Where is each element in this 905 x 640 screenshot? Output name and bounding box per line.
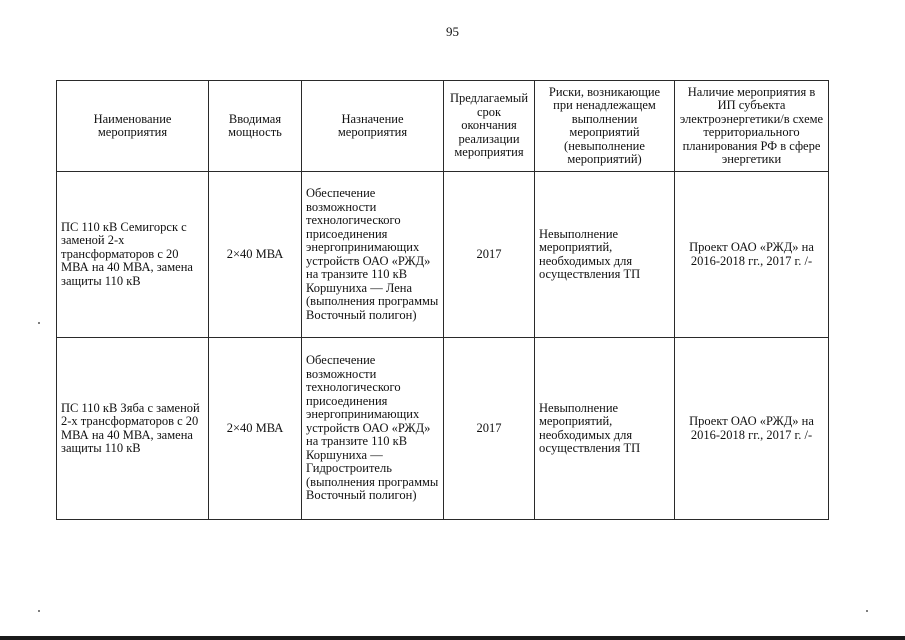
cell-purpose: Обеспечение возможности технологического присоединения энергопринимающих устройств ОАО «РЖД» на транзите 110 кВ Коршуниха — Гидростроитель (выполнения программы Восточный полигон) (302, 338, 444, 520)
measures-table (56, 80, 829, 520)
cell-program: Проект ОАО «РЖД» на 2016-2018 гг., 2017 г. /- (675, 172, 829, 338)
cell-name: ПС 110 кВ Зяба с заменой 2-х трансформаторов с 20 МВА на 40 МВА, замена защиты 110 кВ (57, 338, 209, 520)
cell-purpose: Обеспечение возможности технологического присоединения энергопринимающих устройств ОАО «РЖД» на транзите 110 кВ Коршуниха — Лена (выполнения программы Восточный полигон) (302, 172, 444, 338)
cell-power: 2×40 МВА (209, 338, 302, 520)
scan-speck (38, 610, 40, 612)
scan-speck (866, 610, 868, 612)
header-cell-power: Вводимая мощность (209, 81, 302, 172)
scan-bottom-edge (0, 636, 905, 640)
cell-program: Проект ОАО «РЖД» на 2016-2018 гг., 2017 г. /- (675, 338, 829, 520)
header-cell-name: Наименование мероприятия (57, 81, 209, 172)
cell-power: 2×40 МВА (209, 172, 302, 338)
cell-deadline: 2017 (444, 338, 535, 520)
cell-risks: Невыполнение мероприятий, необходимых для осуществления ТП (535, 338, 675, 520)
table-row (57, 338, 829, 520)
table-row (57, 172, 829, 338)
header-cell-purpose: Назначение мероприятия (302, 81, 444, 172)
header-cell-risks: Риски, возникающие при ненадлежащем выполнении мероприятий (невыполнение мероприятий) (535, 81, 675, 172)
cell-deadline: 2017 (444, 172, 535, 338)
header-cell-deadline: Предлагаемый срок окончания реализации мероприятия (444, 81, 535, 172)
header-cell-program: Наличие мероприятия в ИП субъекта электроэнергетики/в схеме территориального планирования РФ в сфере энергетики (675, 81, 829, 172)
cell-risks: Невыполнение мероприятий, необходимых для осуществления ТП (535, 172, 675, 338)
page-number: 95 (446, 24, 459, 39)
table-header-row (57, 81, 829, 172)
scan-speck (38, 322, 40, 324)
cell-name: ПС 110 кВ Семигорск с заменой 2-х трансформаторов с 20 МВА на 40 МВА, замена защиты 110 кВ (57, 172, 209, 338)
